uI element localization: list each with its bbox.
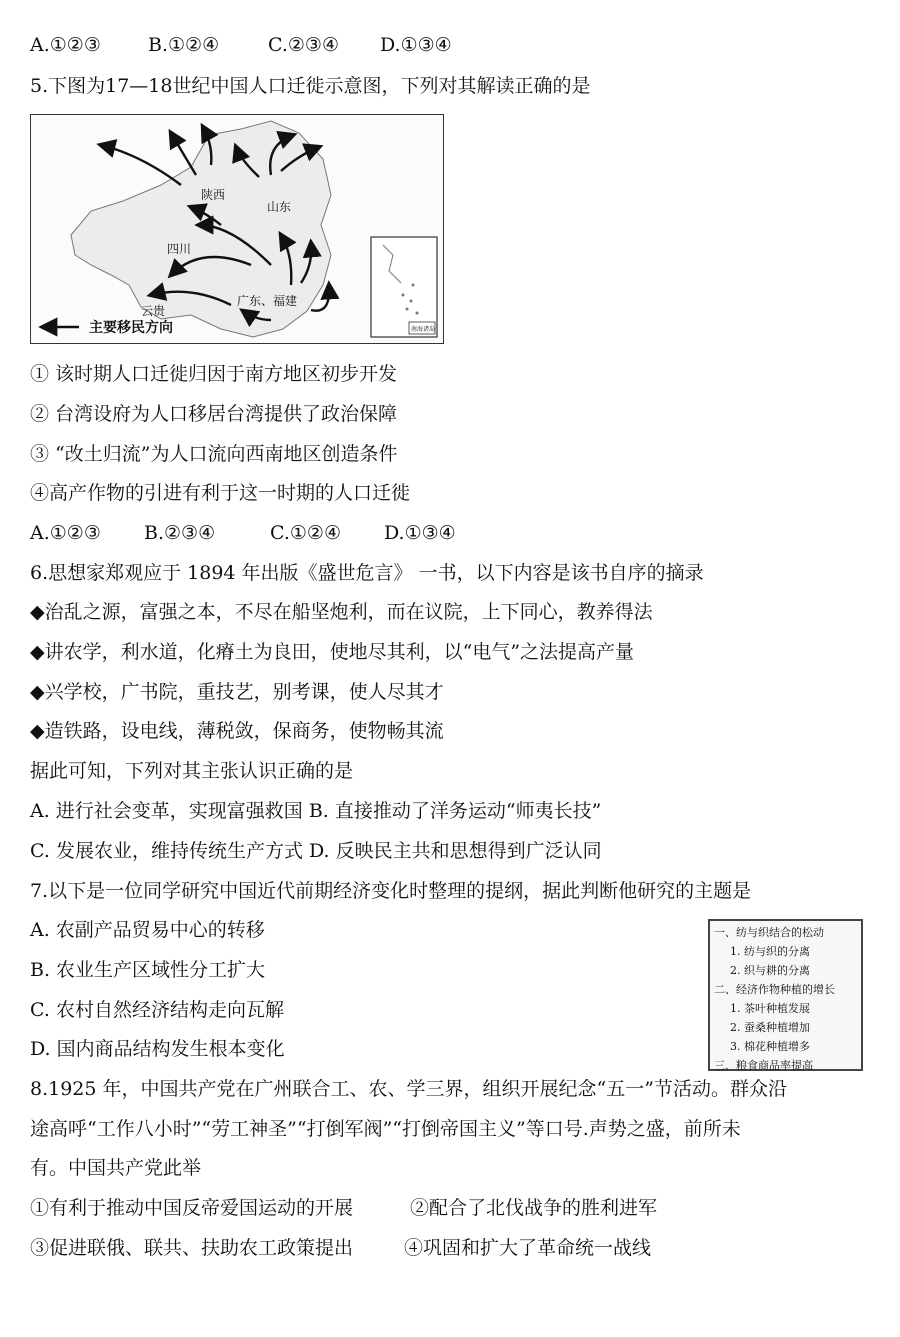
q5-options	[30, 521, 456, 545]
q6-options-row-1: A. 进行社会变革，实现富强救国 B. 直接推动了洋务运动“师夷长技”	[30, 800, 602, 822]
q4-option-d: D.①③④	[380, 34, 452, 56]
q8-stem-line-3: 有。中国共产党此举	[30, 1157, 202, 1179]
q8-statement-1: ①有利于推动中国反帝爱国运动的开展	[30, 1197, 354, 1219]
outline-item: 2. 织与耕的分离	[730, 964, 810, 977]
outline-heading-1: 一、纺与织结合的松动	[714, 926, 824, 939]
map-legend: 主要移民方向	[89, 320, 173, 336]
q5-option-c: C.①②④	[270, 522, 341, 544]
q6-quote-1: ◆治乱之源，富强之本，不尽在船坚炮利，而在议院，上下同心，教养得法	[30, 601, 653, 623]
q7-option-d: D. 国内商品结构发生根本变化	[30, 1038, 285, 1060]
q6-quote-2: ◆讲农学，利水道，化瘠土为良田，使地尽其利，以“电气”之法提高产量	[30, 641, 635, 663]
label-shandong: 山东	[267, 200, 292, 214]
q8-stem-line-2: 途高呼“工作八小时”“劳工神圣”“打倒军阀”“打倒帝国主义”等口号.声势之盛，前所未	[30, 1118, 741, 1140]
q6-options-row-2: C. 发展农业，维持传统生产方式 D. 反映民主共和思想得到广泛认同	[30, 840, 602, 862]
q4-option-b: B.①②④	[148, 34, 220, 56]
outline-item: 1. 纺与织的分离	[730, 945, 810, 958]
arrow-path	[101, 145, 181, 185]
outline-item: 1. 茶叶种植发展	[730, 1002, 810, 1015]
q8-statement-2: ②配合了北伐战争的胜利进军	[410, 1197, 658, 1219]
q6-quote-3: ◆兴学校，广书院，重技艺，别考课，使人尽其才	[30, 681, 444, 703]
label-guangdong: 广东、福建	[237, 294, 298, 308]
q7-option-b: B. 农业生产区域性分工扩大	[30, 959, 266, 981]
q4-options	[30, 33, 452, 57]
q5-option-b: B.②③④	[144, 522, 216, 544]
q4-option-a: A.①②③	[30, 34, 101, 56]
q8-stem-line-1: 8.1925 年，中国共产党在广州联合工、农、学三界，组织开展纪念“五一”节活动。群众沿	[30, 1078, 787, 1100]
q5-option-d: D.①③④	[384, 522, 456, 544]
outline-heading-3: 三、粮食商品率提高	[714, 1059, 813, 1072]
label-shaanxi: 陕西	[201, 188, 226, 202]
migration-map	[30, 114, 444, 344]
q6-question: 据此可知，下列对其主张认识正确的是	[30, 760, 354, 782]
inset-caption: 南海诸岛	[411, 326, 436, 333]
arrow-path	[171, 133, 196, 175]
q8-statements-row-1	[30, 1196, 657, 1220]
q5-statement-2: ② 台湾设府为人口移居台湾提供了政治保障	[30, 403, 398, 425]
q5-statement-1: ① 该时期人口迁徙归因于南方地区初步开发	[30, 363, 398, 385]
outline-heading-2: 二、经济作物种植的增长	[714, 983, 835, 996]
q5-statement-4: ④高产作物的引进有利于这一时期的人口迁徙	[30, 482, 411, 504]
q5-stem: 5.下图为17—18世纪中国人口迁徙示意图，下列对其解读正确的是	[30, 75, 591, 97]
outline-item: 3. 棉花种植增多	[730, 1040, 810, 1053]
q5-statement-3: ③ “改土归流”为人口流向西南地区创造条件	[30, 443, 398, 465]
q5-option-a: A.①②③	[30, 522, 101, 544]
q6-stem: 6.思想家郑观应于 1894 年出版《盛世危言》 一书，以下内容是该书自序的摘录	[30, 562, 704, 584]
q7-stem: 7.以下是一位同学研究中国近代前期经济变化时整理的提纲，据此判断他研究的主题是	[30, 880, 752, 902]
q4-option-c: C.②③④	[268, 34, 339, 56]
q8-statements-row-2	[30, 1236, 651, 1260]
q7-outline-box	[708, 919, 863, 1071]
q7-option-a: A. 农副产品贸易中心的转移	[30, 919, 265, 941]
label-yunnan: 云贵	[141, 304, 166, 318]
q8-statement-3: ③促进联俄、联共、扶助农工政策提出	[30, 1237, 354, 1259]
q8-statement-4: ④巩固和扩大了革命统一战线	[404, 1237, 652, 1259]
label-sichuan: 四川	[167, 242, 192, 256]
outline-item: 2. 蚕桑种植增加	[730, 1021, 810, 1034]
q6-quote-4: ◆造铁路，设电线，薄税敛，保商务，使物畅其流	[30, 720, 444, 742]
q7-option-c: C. 农村自然经济结构走向瓦解	[30, 999, 284, 1021]
